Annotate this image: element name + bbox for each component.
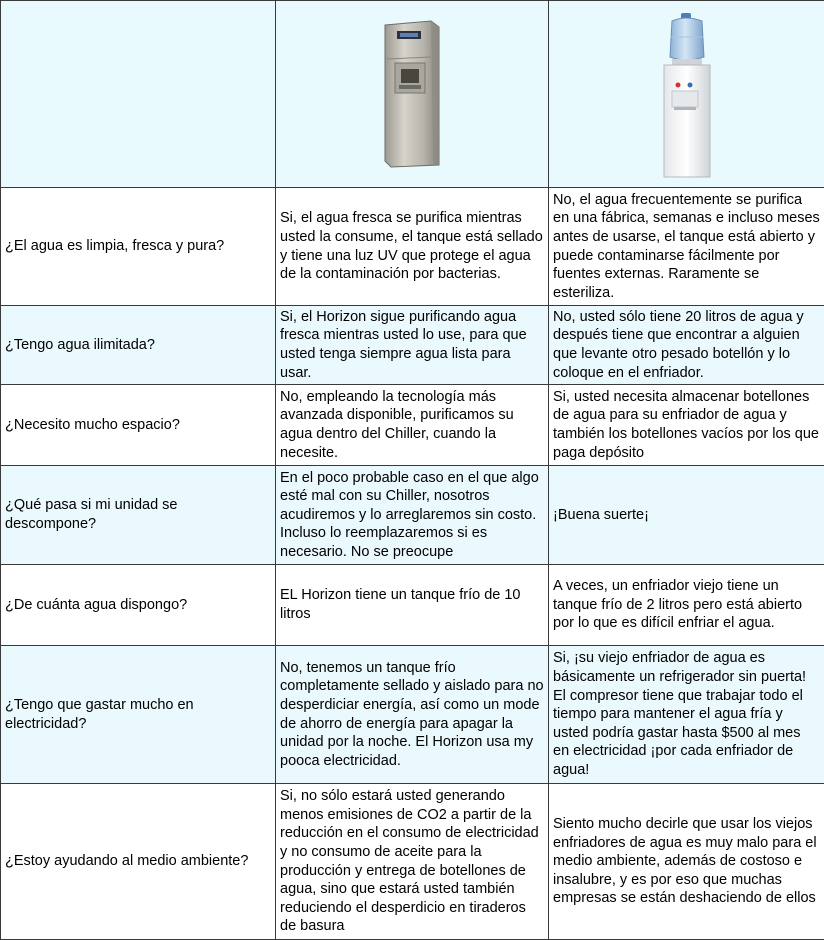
question-cell: ¿Necesito mucho espacio? <box>1 385 276 466</box>
horizon-answer-cell: Si, no sólo estará usted generando menos emisiones de CO2 a partir de la reducción en el consumo de electricidad y no consumo de aceite para la producción y entrega de botellones de agua, sino que estará usted también reduciendo el desperdicio en tiraderos de basura <box>276 784 549 940</box>
question-cell: ¿De cuánta agua dispongo? <box>1 565 276 646</box>
old-cooler-answer-cell: ¡Buena suerte¡ <box>549 466 824 565</box>
old-cooler-answer-cell: Si, usted necesita almacenar botellones de agua para su enfriador de agua y también los botellones vacíos por los que paga depósito <box>549 385 824 466</box>
table-row <box>1 784 824 940</box>
bottled-water-cooler-cell <box>549 1 824 188</box>
bottled-water-cooler-image <box>652 9 722 179</box>
question-cell: ¿Estoy ayudando al medio ambiente? <box>1 784 276 940</box>
horizon-answer-cell: Si, el Horizon sigue purificando agua fresca mientras usted lo use, para que usted tenga siempre agua lista para usar. <box>276 306 549 385</box>
header-row <box>1 1 824 188</box>
question-cell: ¿El agua es limpia, fresca y pura? <box>1 188 276 306</box>
horizon-chiller-image <box>377 19 447 169</box>
table-row <box>1 306 824 385</box>
table-row <box>1 466 824 565</box>
question-cell: ¿Tengo agua ilimitada? <box>1 306 276 385</box>
old-cooler-answer-cell: No, usted sólo tiene 20 litros de agua y después tiene que encontrar a alguien que levante otro pesado botellón y lo coloque en el enfriador. <box>549 306 824 385</box>
old-cooler-answer-cell: A veces, un enfriador viejo tiene un tanque frío de 2 litros pero está abierto por lo que es difícil enfriar el agua. <box>549 565 824 646</box>
horizon-answer-cell: Si, el agua fresca se purifica mientras usted la consume, el tanque está sellado y tiene una luz UV que protege el agua de la contaminación por bacterias. <box>276 188 549 306</box>
table-row <box>1 385 824 466</box>
old-cooler-answer-cell: No, el agua frecuentemente se purifica en una fábrica, semanas e incluso meses antes de usarse, el tanque está abierto y puede contaminarse fácilmente por fuentes externas. Raramente se esteriliza. <box>549 188 824 306</box>
empty-corner-cell <box>1 1 276 188</box>
old-cooler-answer-cell: Siento mucho decirle que usar los viejos enfriadores de agua es muy malo para el medio ambiente, además de costoso e insalubre, y es por eso que muchas empresas se están deshaciendo de ellos <box>549 784 824 940</box>
table-row <box>1 565 824 646</box>
old-cooler-answer-cell: Si, ¡su viejo enfriador de agua es básicamente un refrigerador sin puerta! El compresor tiene que trabajar todo el tiempo para mantener el agua fría y usted podría gastar hasta $500 al mes en electricidad ¡por cada enfriador de agua! <box>549 646 824 784</box>
question-cell: ¿Qué pasa si mi unidad se descompone? <box>1 466 276 565</box>
table-row <box>1 646 824 784</box>
horizon-answer-cell: No, tenemos un tanque frío completamente sellado y aislado para no desperdiciar energía, así como un mode de ahorro de energía para apagar la unidad por la noche. El Horizon usa my pooca electricidad. <box>276 646 549 784</box>
horizon-answer-cell: EL Horizon tiene un tanque frío de 10 litros <box>276 565 549 646</box>
horizon-answer-cell: En el poco probable caso en el que algo esté mal con su Chiller, nosotros acudiremos y lo arreglaremos sin costo. Incluso lo reemplazaremos si es necesario. No se preocupe <box>276 466 549 565</box>
horizon-answer-cell: No, empleando la tecnología más avanzada disponible, purificamos su agua dentro del Chiller, cuando la necesite. <box>276 385 549 466</box>
horizon-chiller-cell <box>276 1 549 188</box>
question-cell: ¿Tengo que gastar mucho en electricidad? <box>1 646 276 784</box>
table-row <box>1 188 824 306</box>
